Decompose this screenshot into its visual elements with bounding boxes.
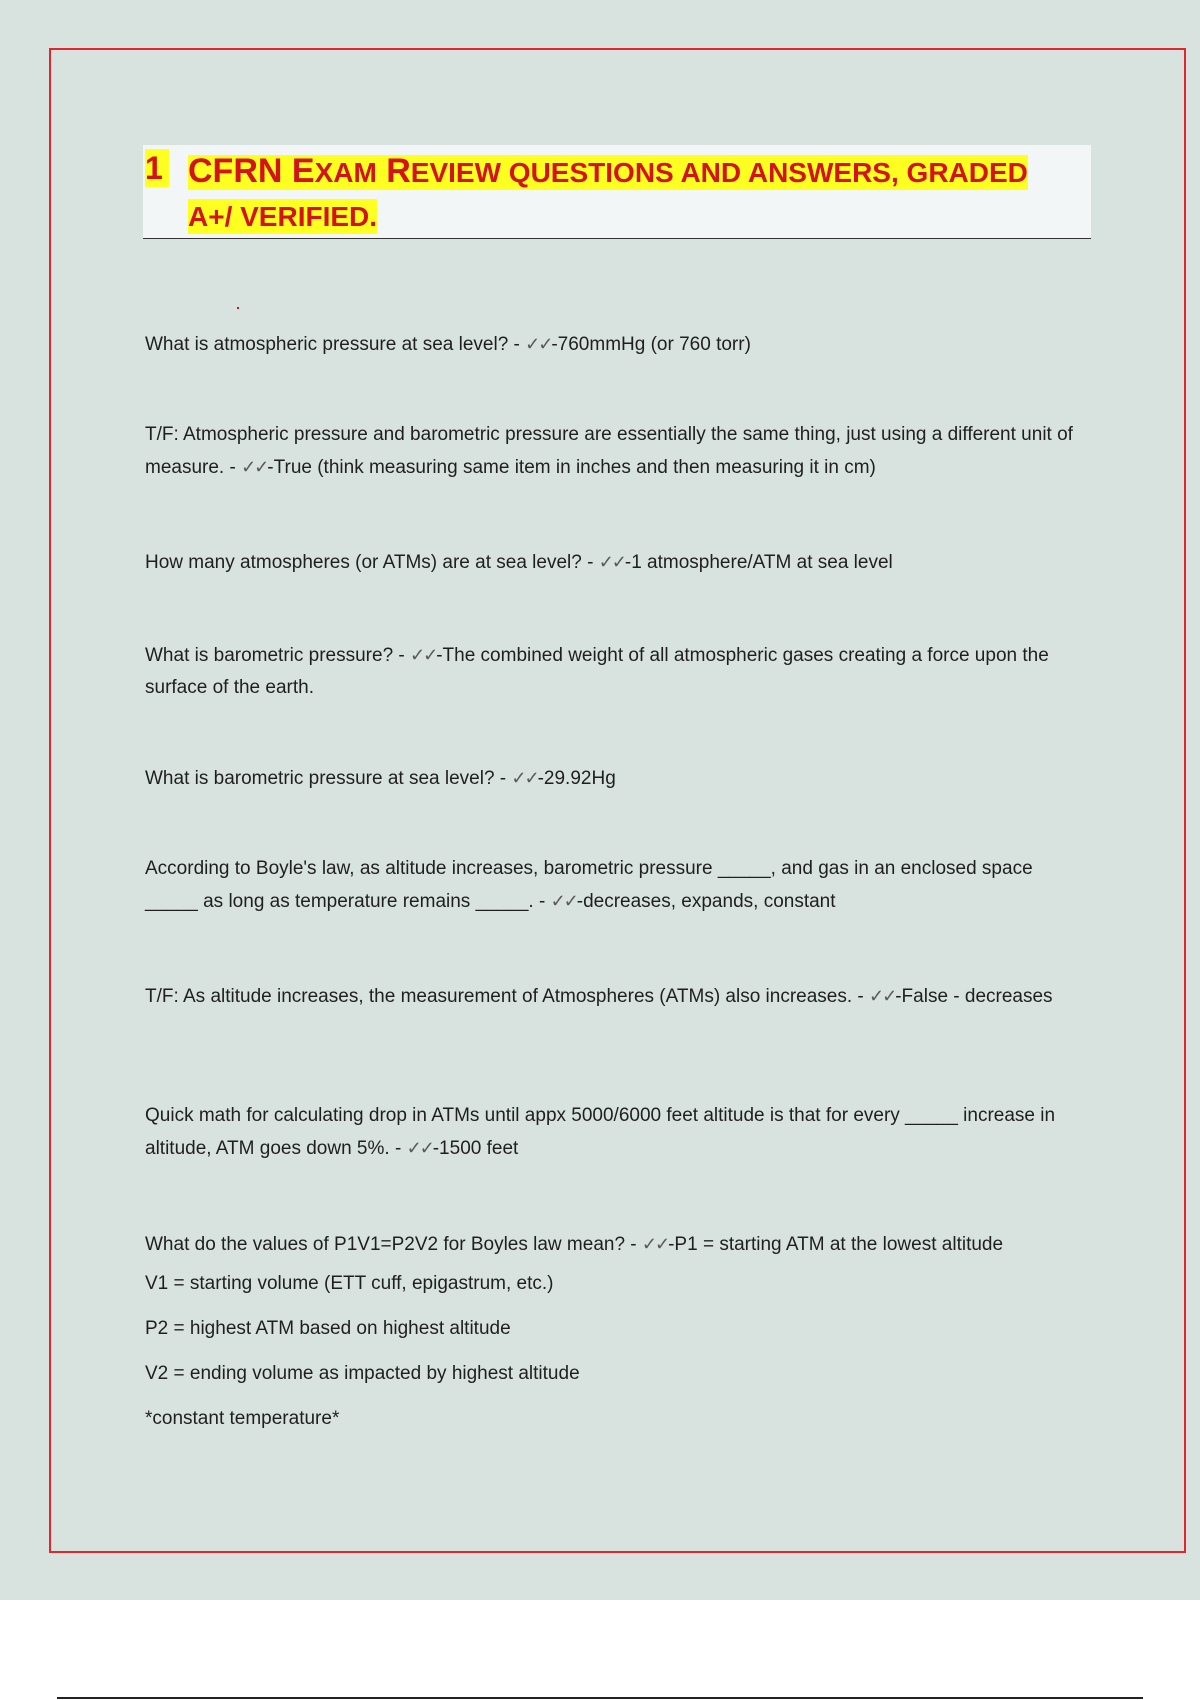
qa-item	[145, 980, 1085, 1013]
question-text: T/F: As altitude increases, the measurement of Atmospheres (ATMs) also increases. -	[145, 986, 870, 1007]
question-text: How many atmospheres (or ATMs) are at sea level? -	[145, 552, 599, 573]
double-check-icon: ✓✓	[525, 334, 552, 354]
document-title	[188, 149, 1088, 239]
double-check-icon: ✓✓	[410, 645, 437, 665]
answer-text: -1500 feet	[432, 1138, 519, 1159]
question-text: What is atmospheric pressure at sea level? -	[145, 334, 526, 355]
title-part: A+/ VERIFIED.	[188, 201, 378, 232]
question-text: According to Boyle's law, as altitude increases, barometric pressure _____, and gas in an enclosed space _____ as long as temperature remains _____. -	[145, 858, 1033, 912]
question-text: Quick math for calculating drop in ATMs until appx 5000/6000 feet altitude is that for every _____ increase in altitude, ATM goes down 5%. -	[145, 1105, 1056, 1159]
answer-text: -29.92Hg	[537, 768, 616, 789]
double-check-icon: ✓✓	[869, 986, 896, 1006]
heading-number: 1	[145, 149, 169, 187]
answer-line: *constant temperature*	[145, 1408, 340, 1429]
answer-text: -The combined weight of all atmospheric gases creating a force upon the surface of the earth.	[145, 645, 1049, 698]
qa-item	[145, 639, 1085, 704]
answer-text: -False - decreases	[895, 986, 1053, 1007]
double-check-icon: ✓✓	[598, 552, 625, 572]
answer-line: P2 = highest ATM based on highest altitude	[145, 1318, 511, 1339]
title-part: EVIEW QUESTIONS AND ANSWERS, GRADED	[410, 157, 1028, 188]
title-part: CFRN E	[188, 152, 315, 190]
question-text: T/F: Atmospheric pressure and barometric pressure are essentially the same thing, just using a different unit of measure. -	[145, 424, 1073, 478]
double-check-icon: ✓✓	[406, 1138, 433, 1158]
question-text: What is barometric pressure? -	[145, 645, 411, 666]
answer-text: -P1 = starting ATM at the lowest altitude	[668, 1234, 1004, 1255]
qa-item	[145, 546, 1085, 579]
answer-text: -1 atmosphere/ATM at sea level	[624, 552, 893, 573]
answer-text: -True (think measuring same item in inches and then measuring it in cm)	[267, 457, 876, 478]
qa-item	[145, 328, 1085, 361]
qa-item	[145, 1100, 1085, 1165]
answer-text: -760mmHg (or 760 torr)	[551, 334, 751, 355]
question-text: What is barometric pressure at sea level? -	[145, 768, 512, 789]
question-text: What do the values of P1V1=P2V2 for Boyles law mean? -	[145, 1234, 642, 1255]
title-part: R	[376, 152, 411, 190]
qa-item	[145, 419, 1085, 484]
double-check-icon: ✓✓	[550, 891, 577, 911]
qa-item	[145, 762, 1085, 795]
double-check-icon: ✓✓	[641, 1234, 669, 1254]
answer-line: V2 = ending volume as impacted by highest altitude	[145, 1363, 580, 1384]
footer-rule	[57, 1697, 1143, 1699]
qa-item	[145, 1228, 1085, 1441]
double-check-icon: ✓✓	[511, 768, 538, 788]
answer-text: -decreases, expands, constant	[576, 891, 836, 912]
qa-item	[145, 853, 1085, 918]
document-title-block	[143, 145, 1091, 239]
title-part: XAM	[314, 157, 377, 188]
stray-mark	[237, 307, 239, 309]
double-check-icon: ✓✓	[241, 457, 268, 477]
answer-line: V1 = starting volume (ETT cuff, epigastrum, etc.)	[145, 1273, 554, 1294]
